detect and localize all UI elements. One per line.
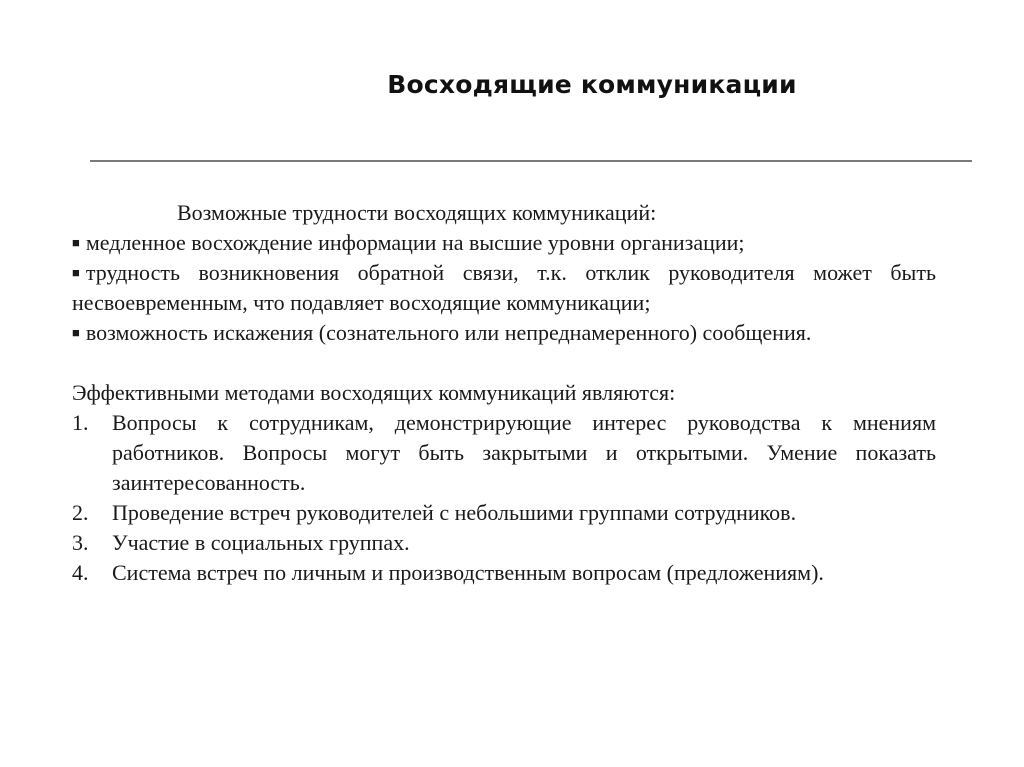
method-text: Участие в социальных группах. xyxy=(112,530,410,555)
method-number: 2. xyxy=(72,500,89,525)
square-bullet-icon: ■ xyxy=(72,325,80,340)
method-item xyxy=(72,528,936,558)
square-bullet-icon: ■ xyxy=(72,265,80,280)
difficulty-text: медленное восхождение информации на высшие уровни организации; xyxy=(85,230,745,255)
method-number: 4. xyxy=(72,560,89,585)
difficulty-item xyxy=(72,318,936,348)
difficulty-text: возможность искажения (сознательного или непреднамеренного) сообщения. xyxy=(85,320,812,345)
methods-list xyxy=(72,408,936,588)
method-item xyxy=(72,408,936,498)
method-number: 3. xyxy=(72,530,89,555)
square-bullet-icon: ■ xyxy=(72,235,80,250)
method-item xyxy=(72,558,936,588)
method-text: Вопросы к сотрудникам, демонстрирующие интерес руководства к мнениям работников. Вопросы могут быть закрытыми и открытыми. Умение показать заинтересованность. xyxy=(112,410,936,495)
title-divider xyxy=(90,160,972,162)
difficulty-item xyxy=(72,228,936,258)
difficulties-heading: Возможные трудности восходящих коммуникаций: xyxy=(177,200,657,225)
method-number: 1. xyxy=(72,410,89,435)
paragraph-spacer xyxy=(72,348,936,378)
difficulty-text: трудность возникновения обратной связи, т.к. отклик руководителя может быть несвоевременным, что подавляет восходящие коммуникации; xyxy=(72,260,936,315)
difficulty-item xyxy=(72,258,936,318)
slide-body xyxy=(72,198,936,588)
methods-heading: Эффективными методами восходящих коммуникаций являются: xyxy=(72,380,676,405)
method-text: Проведение встреч руководителей с небольшими группами сотрудников. xyxy=(112,500,797,525)
method-item xyxy=(72,498,936,528)
method-text: Система встреч по личным и производственным вопросам (предложениям). xyxy=(112,560,824,585)
slide-title: Восходящие коммуникации xyxy=(387,70,797,99)
